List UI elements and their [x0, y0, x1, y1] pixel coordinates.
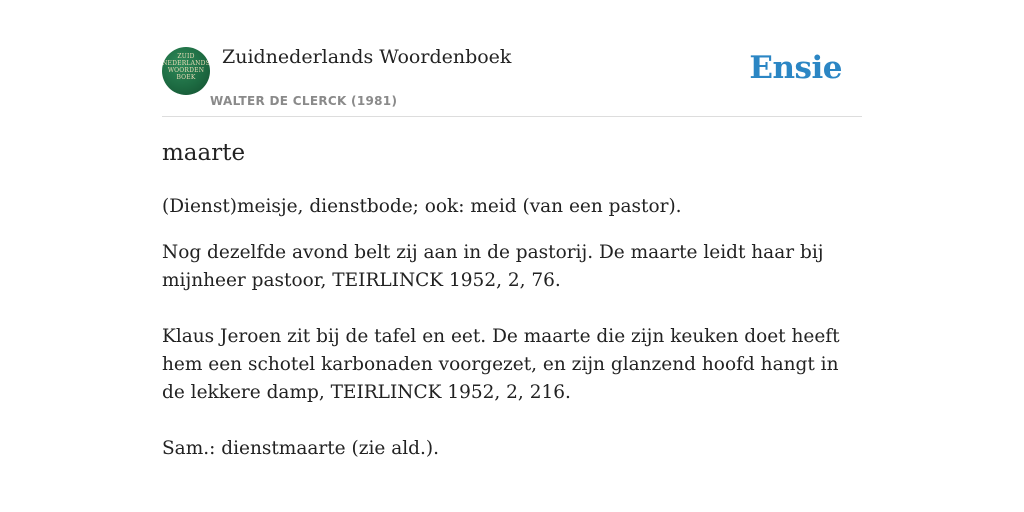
- book-cover-logo[interactable]: [162, 47, 210, 95]
- logo-line-2: NEDERLANDS: [162, 60, 210, 67]
- logo-line-3: WOORDEN: [167, 67, 205, 74]
- ensie-logo-link[interactable]: Ensie: [749, 50, 842, 86]
- book-author: WALTER DE CLERCK (1981): [210, 94, 398, 108]
- entry-definition: (Dienst)meisje, dienstbode; ook: meid (van een pastor).: [162, 196, 682, 217]
- entry-headword: maarte: [162, 140, 246, 166]
- logo-line-4: BOEK: [176, 74, 196, 81]
- book-cover-lettering: [162, 53, 210, 81]
- entry-quote: Nog dezelfde avond belt zij aan in de pastorij. De maarte leidt haar bij mijnheer pastoor, TEIRLINCK 1952, 2, 76.: [162, 242, 824, 291]
- entry-quote: Klaus Jeroen zit bij de tafel en eet. De maarte die zijn keuken doet heeft hem een schotel karbonaden voorgezet, en zijn glanzend hoofd hangt in de lekkere damp, TEIRLINCK 1952, 2, 216.: [162, 326, 840, 403]
- book-title-link[interactable]: Zuidnederlands Woordenboek: [222, 46, 512, 68]
- page-container: [162, 0, 862, 459]
- entry-synonym: Sam.: dienstmaarte (zie ald.).: [162, 438, 439, 459]
- logo-line-1: ZUID: [177, 53, 195, 60]
- page-header: [162, 0, 862, 117]
